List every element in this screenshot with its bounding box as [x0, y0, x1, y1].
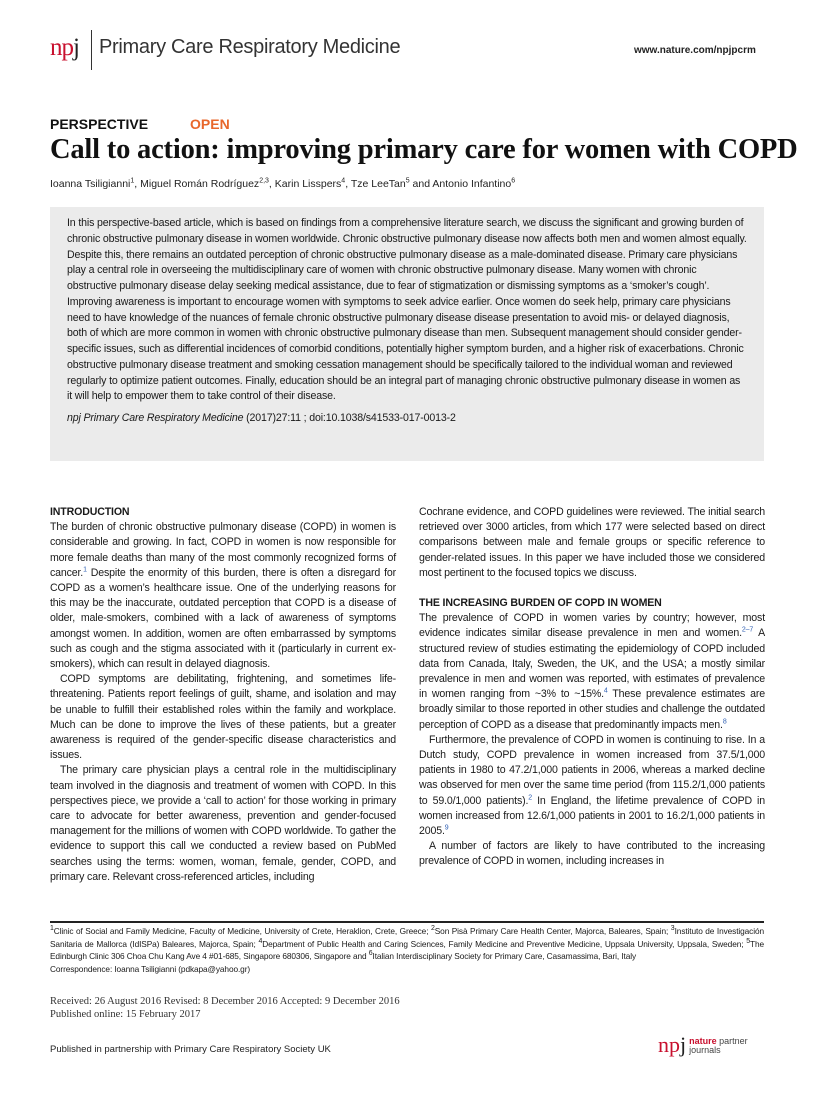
paragraph-text: Furthermore, the prevalence of COPD in women is continuing to rise. In a Dutch study, COPD prevalence in women increased from 37.5/1,000 patients in 1980 to 47.2/1,000 patients in 2006, whereas a marked decline was observed for men over the same time period (from 115.2/1,000 patients to 59.0/1,000 patients).	[419, 733, 765, 807]
footer-logo-j: j	[680, 1032, 687, 1057]
affiliation-list	[50, 925, 764, 963]
section-heading: THE INCREASING BURDEN OF COPD IN WOMEN	[419, 597, 662, 610]
author-name: Tze LeeTan	[350, 178, 406, 190]
affiliation-text: Department of Public Health and Caring Sciences, Family Medicine and Preventive Medicine, Uppsala University, Uppsala, Sweden;	[262, 938, 747, 949]
affiliation-number: 5	[746, 937, 750, 945]
body-paragraph	[419, 839, 765, 869]
reference-link[interactable]: 2	[528, 794, 533, 802]
affiliation-number: 4	[258, 937, 263, 945]
body-paragraph	[419, 611, 765, 733]
body-paragraph	[50, 520, 396, 672]
footnote-divider	[50, 921, 764, 923]
reference-link[interactable]: 1	[83, 566, 87, 574]
logo-np: np	[50, 34, 73, 61]
body-paragraph	[419, 505, 765, 581]
paragraph-text: A number of factors are likely to have contributed to the increasing prevalence of COPD in women, including increases in	[419, 840, 765, 868]
journal-url-link[interactable]: www.nature.com/npjpcrm	[634, 45, 756, 56]
paragraph-text: The prevalence of COPD in women varies by country; however, most evidence indicates similar disease prevalence in men and women.	[419, 612, 765, 640]
reference-link[interactable]: 8	[722, 718, 727, 726]
citation-doi: (2017)27:11 ; doi:10.1038/s41533-017-0013-2	[243, 412, 456, 424]
body-paragraph	[50, 672, 396, 763]
affiliation-text: Clinic of Social and Family Medicine, Faculty of Medicine, University of Crete, Heraklion, Crete, Greece;	[53, 926, 431, 936]
footer-logo-partner: partner	[716, 1036, 748, 1046]
author-name: Karin Lisspers	[274, 178, 342, 190]
reference-link[interactable]: 9	[444, 824, 449, 832]
author-separator: and	[409, 178, 433, 190]
body-paragraph	[50, 763, 396, 885]
abstract-box	[50, 207, 764, 461]
logo-j: j	[73, 34, 79, 61]
affiliation-number: 3	[670, 925, 675, 933]
paragraph-text: COPD symptoms are debilitating, frightening, and sometimes life-threatening. Patients report feelings of guilt, shame, and isolation and may be unable to fulfill their established roles within the family and workplace. Much can be done to improve the lives of these patients, but a greater awareness is required of the gender-specific disease characteristics and issues.	[50, 673, 396, 762]
affiliation-number: 2	[430, 925, 435, 933]
author-affiliation-mark: 4	[341, 177, 346, 185]
open-access-badge: OPEN	[190, 116, 230, 132]
author-separator: ,	[268, 178, 275, 190]
author-affiliation-mark: 1	[130, 177, 135, 185]
article-type: PERSPECTIVE	[50, 116, 149, 132]
paragraph-text: Cochrane evidence, and COPD guidelines were reviewed. The initial search retrieved over 3000 articles, from which 177 were selected based on direct comparisons between male and female groups or specific reference to gender-related issues. In this paper we have included those we considered most pertinent to the focused topics we discuss.	[419, 506, 765, 579]
npj-logo	[50, 34, 79, 62]
reference-link[interactable]: 4	[603, 687, 608, 695]
author-affiliation-mark: 5	[405, 177, 410, 185]
affiliation-text: Italian Interdisciplinary Society for Primary Care, Casamassima, Bari, Italy	[372, 951, 637, 962]
footer-logo-np: np	[658, 1032, 680, 1057]
body-paragraph	[419, 733, 765, 839]
author-separator: ,	[134, 178, 141, 190]
author-affiliation-mark: 2,3	[259, 177, 269, 185]
body-column-left	[50, 505, 396, 885]
history-dates: Received: 26 August 2016 Revised: 8 December 2016 Accepted: 9 December 2016	[50, 996, 400, 1007]
paragraph-text: The primary care physician plays a central role in the multidisciplinary team involved in the diagnosis and treatment of women with COPD. In this perspectives piece, we provide a ‘call to action’ for those working in primary care to advocate for better awareness, prevention and gender-focused management for the millions of women with COPD worldwide. To gather the evidence to support this call we conducted a review based on PubMed searches using the terms: women, woman, female, gender, COPD, and primary care. Relevant cross-referenced articles, including	[50, 764, 396, 883]
footer-logo-nature: nature	[689, 1036, 717, 1046]
partnership-note: Published in partnership with Primary Care Respiratory Society UK	[50, 1044, 331, 1055]
citation-journal: npj Primary Care Respiratory Medicine	[67, 412, 244, 424]
paragraph-text: A structured review of studies estimating the epidemiology of COPD included data from Canada, Italy, Sweden, the UK, and the USA; a mostly similar prevalence in men and women was reported, with estimates of prevalence in women ranging from ~3% to ~15%.	[419, 627, 765, 701]
reference-link[interactable]: 2–7	[741, 626, 754, 634]
citation	[67, 411, 747, 427]
paragraph-text: In England, the lifetime prevalence of COPD in women increased from 12.6/1,000 patients in 2001 to 16.2/1,000 patients in 2005.	[419, 794, 765, 838]
author-affiliation-mark: 6	[511, 177, 516, 185]
body-column-right	[419, 505, 765, 870]
author-name: Miguel Román Rodríguez	[140, 178, 260, 190]
section-heading: INTRODUCTION	[50, 506, 130, 518]
affiliation-number: 6	[368, 950, 373, 958]
affiliation-text: The Edinburgh Clinic 306 Choa Chu Kang Ave 4 #01-685, Singapore 680306, Singapore and	[50, 938, 764, 962]
paragraph-text: These prevalence estimates are broadly similar to those reported in other studies and challenge the outdated perception of COPD as a disease that predominantly impacts men.	[419, 688, 765, 731]
abstract-text: In this perspective-based article, which is based on findings from a comprehensive literature search, we discuss the significant and growing burden of chronic obstructive pulmonary disease in women worldwide. Chronic obstructive pulmonary disease now affects both men and women almost equally. Despite this, there remains an outdated perception of chronic obstructive pulmonary disease as a male-dominated disease. Primary care physicians play a central role in overseeing the multidisciplinary care of women with chronic obstructive pulmonary disease. Many women with chronic obstructive pulmonary disease delay seeking medical assistance, due to fear of stigmatization or dismissing symptoms as a ‘smoker’s cough’. Improving awareness is important to encourage women with symptoms to seek advice earlier. Once women do seek help, primary care physicians need to have knowledge of the nuances of female chronic obstructive pulmonary disease disease presentation to avoid mis- or delayed diagnosis, both of which are more common in women with chronic obstructive pulmonary disease than men. Subsequent management should consider gender-specific issues, such as differential incidences of comorbid conditions, potentially higher symptom burden, and a higher risk of exacerbations. Chronic obstructive pulmonary disease treatment and smoking cessation management should be specifically tailored to the individual woman and reviewed regularly to optimize patient outcomes. Finally, education should be an integral part of managing chronic obstructive pulmonary disease in women as it will help to empower them to take control of their disease.	[67, 217, 747, 403]
article-dates	[50, 995, 400, 1021]
affiliation-text: Son Pisà Primary Care Health Center, Majorca, Baleares, Spain;	[434, 926, 671, 936]
author-name: Ioanna Tsiligianni	[50, 178, 131, 190]
affiliations	[50, 925, 764, 975]
header-divider	[91, 30, 92, 70]
npj-partner-logo	[658, 1034, 748, 1056]
author-list	[50, 178, 515, 190]
paragraph-text: Despite the enormity of this burden, there is often a disregard for COPD as a women’s healthcare issue. One of the underlying reasons for this may be the inaccurate, outdated perception that COPD is a disease of older, male-smokers, combined with a lack of awareness of symptoms amongst women. In addition, women are often embarrassed by symptoms such as cough and the stigma associated with it (particularly in current ex-smokers), which can result in delayed diagnosis.	[50, 566, 396, 671]
correspondence: Correspondence: Ioanna Tsiligianni (pdkapa@yahoo.gr)	[50, 963, 251, 974]
affiliation-number: 1	[50, 925, 54, 933]
article-title: Call to action: improving primary care for women with COPD	[50, 134, 798, 165]
footer-logo-journals: journals	[689, 1045, 721, 1055]
paragraph-text: The burden of chronic obstructive pulmonary disease (COPD) in women is considerable and growing. In fact, COPD in women is now responsible for more female deaths than many of the most commonly recognized forms of cancer.	[50, 521, 396, 579]
author-separator: ,	[345, 178, 351, 190]
author-name: Antonio Infantino	[432, 178, 512, 190]
affiliation-text: Instituto de Investigación Sanitaria de Mallorca (IdISPa) Baleares, Majorca, Spain;	[50, 926, 764, 949]
journal-name: Primary Care Respiratory Medicine	[99, 36, 401, 58]
published-date: Published online: 15 February 2017	[50, 1009, 201, 1020]
